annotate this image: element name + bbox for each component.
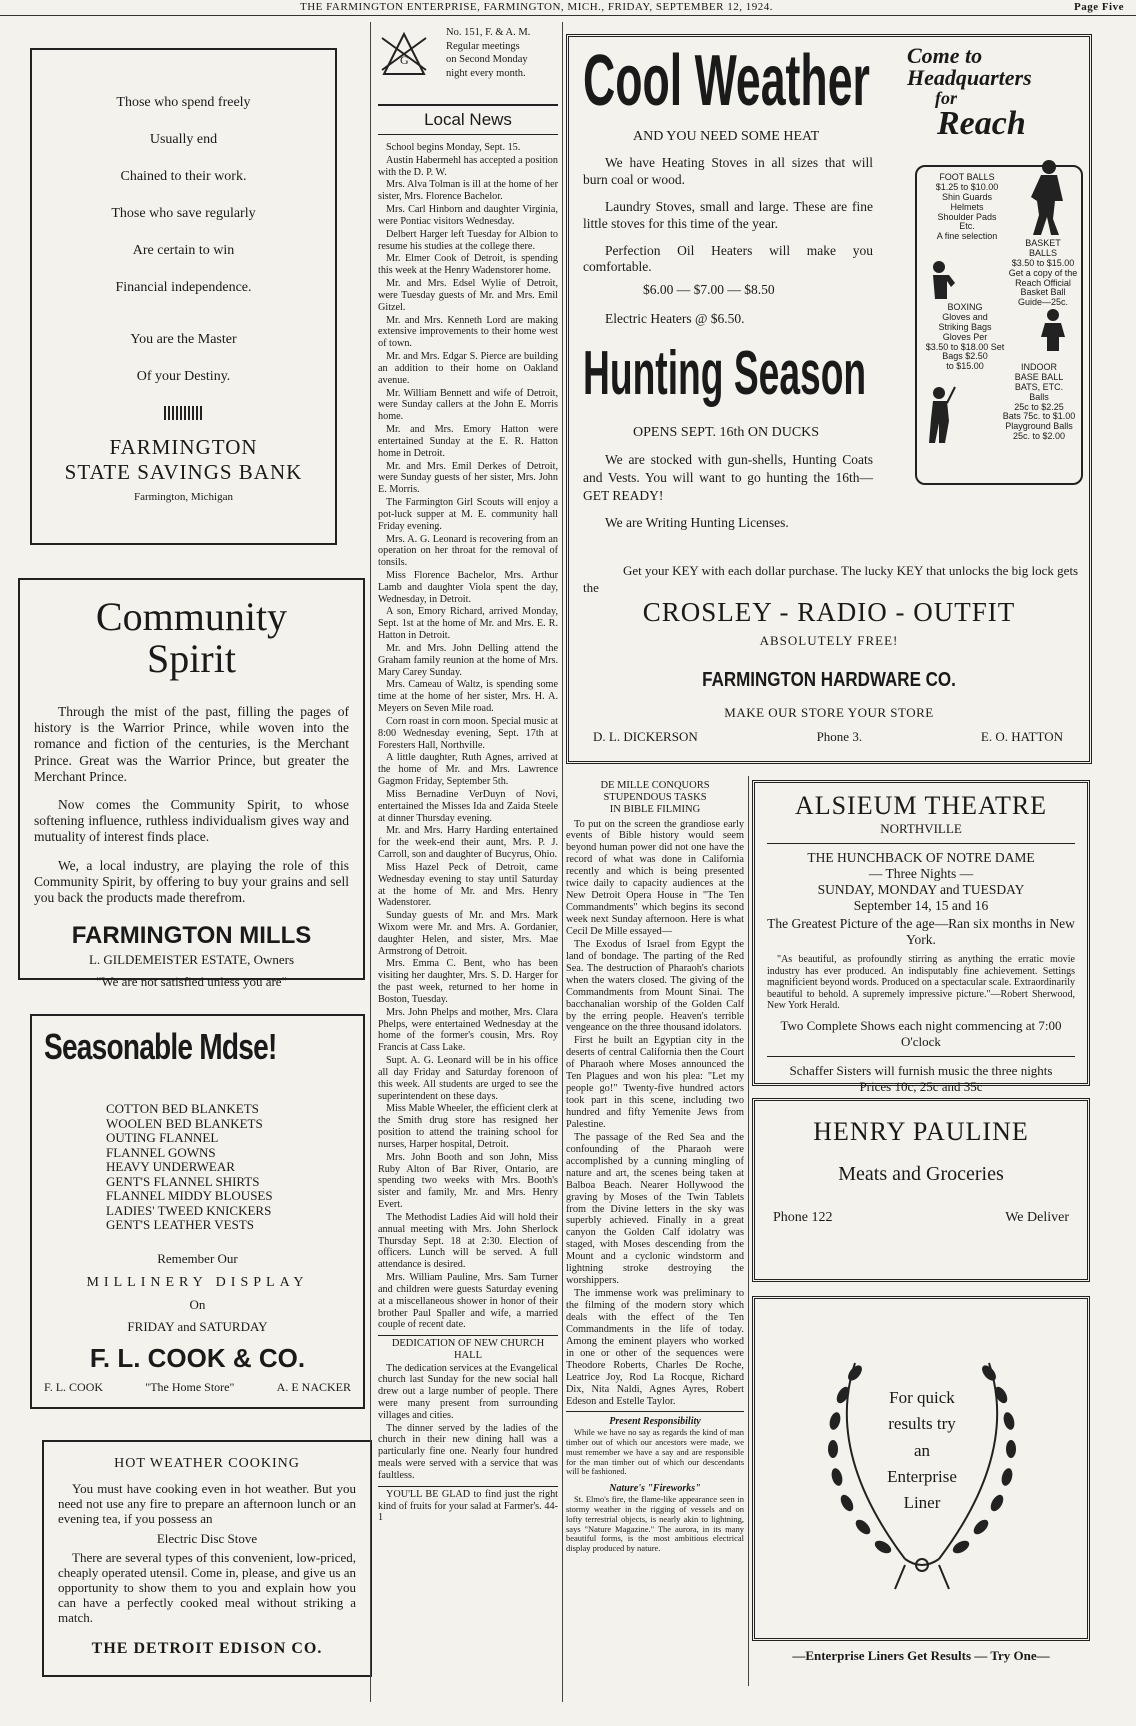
edison-ad <box>42 1440 372 1677</box>
film-shows: Two Complete Shows each night commencing at 7:00 O'clock <box>780 1017 1062 1049</box>
masonic-emblem-icon <box>376 30 432 82</box>
football-player-icon <box>1019 157 1079 237</box>
news-item: Mrs. Carl Hinborn and daughter Virginia, were Pontiac visitors Wednesday. <box>378 204 558 227</box>
cook-millinery: MILLINERY DISPLAY <box>86 1274 309 1290</box>
news-item: Miss Bernadine VerDuyn of Novi, entertained the Misses Ida and Zaida Steele at dinner Thursday evening. <box>378 788 558 824</box>
article-para: First he built an Egyptian city in the deserts of central California then the Court of Pharaoh where Moses announced the Ten Plagues and won his plea: "Let my people go!" Twenty-five hundred actors took part in this scene, including two hundred and fifty Yemenite Jews from Palestine. <box>566 1035 744 1130</box>
article-para: The Exodus of Israel from Egypt the land of bondage. The parting of the Red Sea. The destruction of Pharaoh's chariots when the waters closed. The giving of the Commandments from Mount Sinai. The bacchanalian worship of the Golden Calf by the erring people. Heaven's terrible vengeance on the three thousand idolators. <box>566 938 744 1034</box>
reach-title-3: for <box>935 88 957 108</box>
reach-title-1: Come to <box>907 43 983 68</box>
news-item: Supt. A. G. Leonard will be in his office all day Friday and Saturday forenoon of this week. All students are urged to see the superintendent on these days. <box>378 1055 558 1102</box>
bank-line: Financial independence. <box>115 280 252 295</box>
news-item: Austin Habermehl has accepted a position with the D. P. W. <box>378 154 558 178</box>
hardware-slogan: MAKE OUR STORE YOUR STORE <box>724 705 934 720</box>
film-days: SUNDAY, MONDAY and TUESDAY <box>817 882 1025 897</box>
article-para: The passage of the Red Sea and the confounding of the Pharaoh were accomplished by a cunning mingling of nature and art, the scenes being taken at Balboa Beach. Nearer Hollywood the graving by Moses of the Twin Tablets from the Divine letters in the sky was superbly achieved. Finally in a great canyon the Golden Calf idolatry was staged, with Moses descending from the Mount and a cyclonic windstorm and lightning stroke destroying the worshippers. <box>566 1131 744 1287</box>
farmers-notice: YOU'LL BE GLAD to find just the right kind of fruits for your salad at Farmer's. 44-1 <box>378 1488 558 1524</box>
news-item: Mr. and Mrs. Edsel Wylie of Detroit, were Tuesday guests of Mr. and Mrs. Emil Gitzel. <box>378 278 558 313</box>
hunting-para: We are stocked with gun-shells, Hunting Coats and Vests. You will want to go hunting the 16th—GET READY! <box>583 452 873 504</box>
basketball-player-icon <box>1033 307 1073 351</box>
news-item: The Farmington Girl Scouts will enjoy a pot-luck supper at M. E. community hall Friday evening. <box>378 497 558 532</box>
news-item: Corn roast in corn moon. Special music at 8:00 Wednesday evening, Sept. 17th at Foresters Hall, Northville. <box>378 715 558 751</box>
article-heading: IN BIBLE FILMING <box>609 804 701 816</box>
news-item: Mr. and Mrs. John Delling attend the Graham family reunion at the home of Mrs. Mary Carey Sunday. <box>378 642 558 678</box>
masonic-line: No. 151, F. & A. M. <box>446 27 531 38</box>
bank-line: Chained to their work. <box>120 169 247 184</box>
pauline-name: HENRY PAULINE <box>813 1117 1029 1146</box>
pauline-sub: Meats and Groceries <box>838 1163 1004 1185</box>
column-rule <box>370 22 371 1702</box>
ad-code: 44-1 <box>378 1500 558 1524</box>
cool-weather-title: Cool Weather <box>583 41 870 121</box>
list-item: LADIES' TWEED KNICKERS <box>106 1202 272 1218</box>
hunting-para: We are Writing Hunting Licenses. <box>605 514 789 530</box>
electric-heaters: Electric Heaters @ $6.50. <box>605 311 745 327</box>
mills-title-2: Spirit <box>147 636 236 681</box>
cool-para: Perfection Oil Heaters will make you comfortable. <box>583 242 873 275</box>
mills-owners: L. GILDEMEISTER ESTATE, Owners <box>88 952 295 968</box>
liner-text: For quick results try an Enterprise Liner <box>887 1388 957 1513</box>
cook-left: F. L. COOK <box>44 1379 104 1394</box>
filler-para: St. Elmo's fire, the flame-like appearance seen in stormy weather in the rigging of vessels and on lofty terrestrial objects, is nearly akin to lightning, says "Nature Magazine." The aurora, in its many beautiful forms, is the most ambitious electrical display produced by nature. <box>566 1493 744 1554</box>
masthead-title: THE FARMINGTON ENTERPRISE, FARMINGTON, MICH., FRIDAY, SEPTEMBER 12, 1924. <box>300 1 773 13</box>
film-dates: September 14, 15 and 16 <box>853 898 989 913</box>
news-item: Mrs. John Booth and son John, Miss Ruby Alton of Bar River, Ontario, are spending two weeks with Mrs. Booth's sister and family, Mr. and Mrs. Henry Evert. <box>378 1151 558 1211</box>
list-item: COTTON BED BLANKETS <box>106 1101 259 1116</box>
edison-product: Electric Disc Stove <box>156 1530 258 1546</box>
heater-prices: $6.00 — $7.00 — $8.50 <box>643 282 775 298</box>
news-item: A little daughter, Ruth Agnes, arrived at the home of Mr. and Mrs. Lawrence Gagmon Friday, September 5th. <box>378 752 558 788</box>
pauline-footer <box>773 1210 1069 1226</box>
list-item: GENT'S FLANNEL SHIRTS <box>106 1173 260 1189</box>
rule <box>378 104 558 106</box>
bank-location: Farmington, Michigan <box>134 491 233 503</box>
reach-basketball: BASKET BALLS $3.50 to $15.00 Get a copy of the Reach Official Basket Ball Guide—25c. <box>1008 238 1078 308</box>
absolutely-free: ABSOLUTELY FREE! <box>759 633 899 648</box>
hardware-footer <box>593 729 1063 745</box>
theatre-town: NORTHVILLE <box>880 821 962 836</box>
film-tagline: The Greatest Picture of the age—Ran six months in New York. <box>767 916 1075 947</box>
mills-para: We, a local industry, are playing the role of this Community Spirit, by offering to buy your grains and sell you back the products made therefrom. <box>34 857 349 905</box>
list-item: GENT'S LEATHER VESTS <box>106 1217 254 1233</box>
rule <box>378 134 558 135</box>
hunting-season-title: Hunting Season <box>583 339 867 408</box>
theatre-name: ALSIEUM THEATRE <box>794 791 1048 820</box>
film-music: Schaffer Sisters will furnish music the three nights <box>789 1062 1053 1078</box>
news-item: Delbert Harger left Tuesday for Albion to resume his studies at the college there. <box>378 228 558 252</box>
local-news-heading: Local News <box>424 110 512 129</box>
demille-article <box>566 780 744 1680</box>
mills-name: FARMINGTON MILLS <box>71 922 312 950</box>
cool-weather-sub: AND YOU NEED SOME HEAT <box>633 129 820 144</box>
liner-footer: —Enterprise Liners Get Results — Try One— <box>792 1648 1050 1663</box>
news-item: Mr. Elmer Cook of Detroit, is spending this week at the Henry Wadenstorer home. <box>378 253 558 277</box>
news-item: Mrs. Emma C. Bent, who has been visiting her daughter, Mrs. S. D. Harger for the past week, returned to her home in Boston, Tuesday. <box>378 958 558 1005</box>
cool-para: We have Heating Stoves in all sizes that will burn coal or wood. <box>583 155 873 187</box>
film-review: "As beautiful, as profoundly stirring as anything the erratic movie industry has ever produced. An indisputably fine achievement. Settings magnificient beyond words. Produced on a spectacular scale. Extraordinarily beautiful to behold. A supremely impressive picture."—Robert Sherwood, New York Herald. <box>767 954 1075 1011</box>
page-number: Page Five <box>1073 1 1124 13</box>
news-item: Mrs. A. G. Leonard is recovering from an operation on her throat for the removal of tonsils. <box>378 533 558 569</box>
cook-title: Seasonable Mdse! <box>44 1026 277 1067</box>
news-item: Mrs. Alva Tolman is ill at the home of her sister, Mrs. Florence Bachelor. <box>378 179 558 203</box>
news-item: Mr. and Mrs. Harry Harding entertained for the week-end their aunt, Mrs. P. J. Carroll, son and daughter of Bucyrus, Ohio. <box>378 825 558 861</box>
edison-title: HOT WEATHER COOKING <box>114 1456 300 1471</box>
cook-remember: Remember Our <box>157 1250 238 1266</box>
cook-footer <box>44 1380 351 1395</box>
masonic-line: night every month. <box>446 67 526 79</box>
hardware-name: FARMINGTON HARDWARE CO. <box>702 669 956 691</box>
bank-emblem <box>32 406 335 425</box>
cook-middle: "The Home Store" <box>145 1379 235 1394</box>
filler-para: While we have no say as regards the kind of man timber out of which our ancestors were made, we must remember we have a say and are responsible for the man timber out of which our descendants will be fashioned. <box>566 1427 744 1477</box>
bank-lines <box>32 50 335 385</box>
reach-ad <box>907 45 1087 490</box>
news-item: Miss Florence Bachelor, Mrs. Arthur Lamb and daughter Viola spent the day, Wednesday, in Detroit. <box>378 569 558 605</box>
news-item: Mr. William Bennett and wife of Detroit, were Sunday callers at the John E. Morris home. <box>378 387 558 423</box>
bank-line: Of your Destiny. <box>136 369 231 384</box>
church-para: The dedication services at the Evangelical church last Sunday for the new social hall drew out a large number of people. There were many present from surrounding villages and cities. <box>378 1362 558 1421</box>
filler-heading: Nature's "Fireworks" <box>609 1483 701 1495</box>
mills-para: Now comes the Community Spirit, to whose softening influence, ruthless individualism gives way and mutuality of interest finds place. <box>34 796 349 845</box>
church-heading: DEDICATION OF NEW CHURCH HALL <box>391 1338 545 1362</box>
masthead-rule <box>0 15 1136 16</box>
masonic-line: Regular meetings <box>446 40 520 52</box>
article-heading: STUPENDOUS TASKS <box>603 792 707 804</box>
bank-name-1: FARMINGTON <box>109 435 258 459</box>
local-news-column <box>378 142 558 1524</box>
bank-line: Usually end <box>149 132 218 147</box>
owner-left: D. L. DICKERSON <box>593 729 698 744</box>
mills-ad <box>18 578 365 990</box>
mills-para: Through the mist of the past, filling the pages of history is the Warrior Prince, while woven into the romance and fiction of the centuries, is the Merchant Prince. Great was the Warrior Prince, but greater the Merchant Prince. <box>34 704 349 784</box>
list-item: FLANNEL MIDDY BLOUSES <box>106 1188 273 1204</box>
reach-football: FOOT BALLS $1.25 to $10.00 Shin Guards Helmets Shoulder Pads Etc. A fine selection <box>935 172 999 242</box>
cool-para: Laundry Stoves, small and large. These are fine little stoves for this time of the year. <box>583 198 873 231</box>
filler-heading: Present Responsibility <box>609 1416 701 1428</box>
masonic-notice <box>376 22 556 102</box>
boxer-icon <box>925 259 965 303</box>
bank-line: You are the Master <box>130 332 237 347</box>
bank-line: Those who spend freely <box>116 95 251 110</box>
news-item: Mr. and Mrs. Edgar S. Pierce are building an addition to their home on Oakland avenue. <box>378 351 558 386</box>
bank-name-2: STATE SAVINGS BANK <box>64 460 303 484</box>
article-para: The immense work was preliminary to the filming of the modern story which deals with the effect of the Ten Commandments in the life of today. Among the eminent players who worked in one or other of the sequences were Theodore Roberts, Charles De Roche, Leatrice Joy, Rod La Rocque, Richard Dix, Nita Naldi, Agnes Ayres, Robert Edeson and Estelle Taylor. <box>566 1288 744 1407</box>
news-item: School begins Monday, Sept. 15. <box>386 142 521 153</box>
article-para: To put on the screen the grandiose early events of Bible history would seem beyond human power did not one have the record of what was done in California recently and which is being presented twice daily to capacity audiences at the New Detroit Opera House in "The Ten Commandments" which begins its second week next Sunday afternoon. Here is what Cecil De Mille essayed— <box>566 818 744 937</box>
cook-items <box>106 1102 351 1233</box>
article-heading: DE MILLE CONQUORS <box>600 780 710 791</box>
list-item: OUTING FLANNEL <box>106 1130 219 1146</box>
owner-right: E. O. HATTON <box>980 729 1063 744</box>
pauline-phone: Phone 122 <box>773 1210 833 1225</box>
news-item: Miss Mable Wheeler, the efficient clerk at the Smith drug store has resigned her position to attend the training school for nurses, Harper hospital, Detroit. <box>378 1103 558 1150</box>
list-item: FLANNEL GOWNS <box>106 1144 216 1160</box>
column-rule <box>748 776 749 1686</box>
list-item: WOOLEN BED BLANKETS <box>106 1115 263 1131</box>
cook-days: FRIDAY and SATURDAY <box>127 1318 268 1334</box>
column-rule <box>562 22 563 1702</box>
mills-title-1: Community <box>95 594 288 639</box>
reach-brand: Reach <box>937 105 1026 142</box>
reach-boxing: BOXING Gloves and Striking Bags Gloves Per $3.50 to $18.00 Set Bags $2.50 to $15.00 <box>925 302 1005 372</box>
radio-outfit: CROSLEY - RADIO - OUTFIT <box>642 597 1016 627</box>
news-item: Mr. and Mrs. Emory Hatton were entertained Sunday at the E. R. Hatton home in Detroit. <box>378 424 558 459</box>
masonic-line: on Second Monday <box>446 54 528 66</box>
film-nights: — Three Nights — <box>868 866 974 881</box>
bank-line: Are certain to win <box>132 243 235 258</box>
reach-title-2: Headquarters <box>907 65 1032 90</box>
svg-text:G: G <box>400 53 409 67</box>
film-prices: Prices 10c, 25c and 35c <box>859 1078 983 1094</box>
edison-para: There are several types of this convenient, low-priced, cheaply operated utensil. Come in, please, and give us an opportunity to show them to you and explain how you can have a perfectly cooked meal without striking a match. <box>58 1549 356 1625</box>
mills-slogan: "We are not satisfied unless you are" <box>96 974 287 990</box>
pauline-deliver: We Deliver <box>1005 1210 1069 1225</box>
bank-line: Those who save regularly <box>111 206 256 221</box>
edison-name: THE DETROIT EDISON CO. <box>91 1639 323 1657</box>
edison-para: You must have cooking even in hot weather. But you need not use any fire to prepare an afternoon lunch or an evening tea, if you possess an <box>58 1481 356 1526</box>
cook-on: On <box>189 1296 206 1312</box>
church-para: The dinner served by the ladies of the church in their new dining hall was a particularly fine one. Nearly four hundred meals were served with a service that was faultless. <box>378 1422 558 1481</box>
news-item: Sunday guests of Mr. and Mrs. Mark Wixom were Mr. and Mrs. A. Gordanier, daughter Helen, and sister, Mrs. Mae Armstrong of Detroit. <box>378 910 558 957</box>
phone-number: Phone 3. <box>816 729 863 744</box>
reach-indoor: INDOOR BASE BALL BATS, ETC. Balls 25c to $2.25 Bats 75c. to $1.00 Playground Balls 25c. to $2.00 <box>1002 362 1076 442</box>
news-item: Mrs. Cameau of Waltz, is spending some time at the home of her sister, Mrs. H. A. Meyers on Seven Mile road. <box>378 679 558 715</box>
hunting-season-sub: OPENS SEPT. 16th ON DUCKS <box>633 425 820 440</box>
pauline-ad <box>752 1098 1090 1282</box>
masthead <box>0 0 1136 16</box>
news-item: Mrs. William Pauline, Mrs. Sam Turner and children were guests Saturday evening at a miscellaneous shower in honor of their brother Paul Spaller and wife, a married couple of recent date. <box>378 1272 558 1331</box>
list-item: HEAVY UNDERWEAR <box>106 1159 235 1175</box>
baseball-batter-icon <box>925 385 955 445</box>
news-item: Mr. and Mrs. Emil Derkes of Detroit, were Sunday guests of her sister, Mrs. John E. Morris. <box>378 460 558 496</box>
key-promo: Get your KEY with each dollar purchase. The lucky KEY that unlocks the big lock gets the <box>583 563 1079 595</box>
news-item: Mrs. John Phelps and mother, Mrs. Clara Phelps, were entertained Wednesday at the home of the former's cousin, Mrs. Roy Francis at Cass Lake. <box>378 1006 558 1054</box>
news-item: The Methodist Ladies Aid will hold their annual meeting with Mrs. John Sherlock Thursday Sept. 18 at 2:30. Election of officers. Lunch will be served. A full attendance is desired. <box>378 1211 558 1271</box>
cook-right: A. E NACKER <box>276 1379 351 1394</box>
liner-ad <box>752 1296 1090 1641</box>
film-title: THE HUNCHBACK OF NOTRE DAME <box>807 850 1035 865</box>
news-item: Mr. and Mrs. Kenneth Lord are making extensive improvements to their home west of town. <box>378 314 558 350</box>
news-item: Miss Hazel Peck of Detroit, came Wednesday evening to stay until Saturday at the home of Mr. and Mrs. Henry Wadenstorer. <box>378 861 558 909</box>
cook-ad <box>30 1014 365 1409</box>
hardware-ad <box>566 34 1092 764</box>
bank-ad <box>30 48 337 545</box>
news-item: A son, Emory Richard, arrived Monday, Sept. 1st at the home of Mr. and Mrs. E. R. Hatton in Detroit. <box>378 606 558 642</box>
cook-name: F. L. COOK & CO. <box>89 1342 306 1373</box>
theatre-ad <box>752 780 1090 1094</box>
